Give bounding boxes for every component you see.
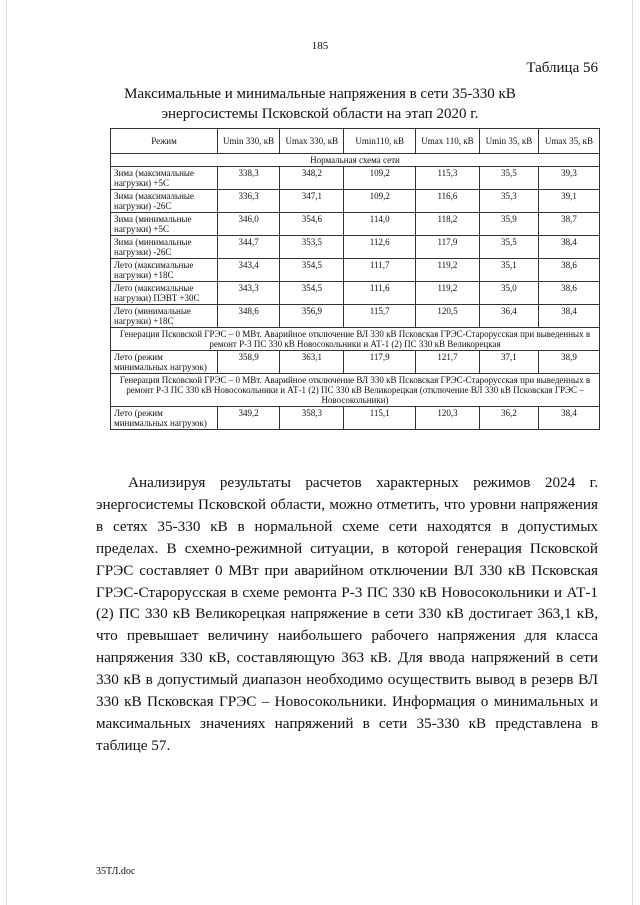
- mode-cell: Зима (минимальные нагрузки) -26С: [111, 236, 218, 259]
- mode-cell: Лето (максимальные нагрузки) +18С: [111, 259, 218, 282]
- table-title: [60, 84, 580, 124]
- value-cell: 336,3: [218, 190, 280, 213]
- value-cell: 114,0: [344, 213, 415, 236]
- footer-filename: 35ТЛ.doc: [96, 866, 136, 877]
- value-cell: 120,3: [415, 407, 479, 430]
- value-cell: 117,9: [415, 236, 479, 259]
- value-cell: 35,0: [479, 282, 538, 305]
- value-cell: 354,5: [280, 259, 344, 282]
- value-cell: 353,5: [280, 236, 344, 259]
- value-cell: 119,2: [415, 282, 479, 305]
- value-cell: 356,9: [280, 305, 344, 328]
- section-emergency-2: [111, 374, 600, 407]
- value-cell: 38,4: [538, 407, 599, 430]
- value-cell: 116,6: [415, 190, 479, 213]
- header-umax-110: Umax 110, кВ: [415, 129, 479, 154]
- table-title-line-2: энергосистемы Псковской области на этап 2020 г.: [161, 106, 479, 122]
- value-cell: 115,7: [344, 305, 415, 328]
- value-cell: 115,3: [415, 167, 479, 190]
- value-cell: 109,2: [344, 190, 415, 213]
- table-title-line-1: Максимальные и минимальные напряжения в сети 35-330 кВ: [124, 86, 516, 102]
- section-emergency-2-cell: Генерация Псковской ГРЭС – 0 МВт. Аварийное отключение ВЛ 330 кВ Псковская ГРЭС-Старорусская при выведенных в ремонт Р-3 ПС 330 кВ Новосокольники и АТ-1 (2) ПС 330 кВ Великорецкая (отключение ВЛ 330 кВ Псковская ГРЭС – Новосокольники): [111, 374, 600, 407]
- table-row: [111, 236, 600, 259]
- table-row: [111, 259, 600, 282]
- mode-cell: Зима (минимальные нагрузки) +5С: [111, 213, 218, 236]
- value-cell: 38,4: [538, 305, 599, 328]
- value-cell: 38,4: [538, 236, 599, 259]
- header-umin-110: Umin110, кВ: [344, 129, 415, 154]
- value-cell: 35,3: [479, 190, 538, 213]
- value-cell: 38,7: [538, 213, 599, 236]
- section-emergency-1: [111, 328, 600, 351]
- value-cell: 348,2: [280, 167, 344, 190]
- value-cell: 354,6: [280, 213, 344, 236]
- section-emergency-1-cell: Генерация Псковской ГРЭС – 0 МВт. Аварийное отключение ВЛ 330 кВ Псковская ГРЭС-Старорусская при выведенных в ремонт Р-3 ПС 330 кВ Новосокольники и АТ-1 (2) ПС 330 кВ Великорецкая: [111, 328, 600, 351]
- value-cell: 112,6: [344, 236, 415, 259]
- header-umin-35: Umin 35, кВ: [479, 129, 538, 154]
- value-cell: 347,1: [280, 190, 344, 213]
- value-cell: 38,9: [538, 351, 599, 374]
- table-row: [111, 407, 600, 430]
- value-cell: 348,6: [218, 305, 280, 328]
- value-cell: 117,9: [344, 351, 415, 374]
- value-cell: 39,3: [538, 167, 599, 190]
- voltage-table: [110, 128, 600, 430]
- value-cell: 35,1: [479, 259, 538, 282]
- value-cell: 354,5: [280, 282, 344, 305]
- value-cell: 343,4: [218, 259, 280, 282]
- value-cell: 358,3: [280, 407, 344, 430]
- table-row: [111, 305, 600, 328]
- header-mode: Режим: [111, 129, 218, 154]
- value-cell: 109,2: [344, 167, 415, 190]
- header-umin-330: Umin 330, кВ: [218, 129, 280, 154]
- value-cell: 35,5: [479, 236, 538, 259]
- value-cell: 38,6: [538, 282, 599, 305]
- mode-cell: Лето (режим минимальных нагрузок): [111, 407, 218, 430]
- value-cell: 121,7: [415, 351, 479, 374]
- value-cell: 363,1: [280, 351, 344, 374]
- value-cell: 35,9: [479, 213, 538, 236]
- mode-cell: Зима (максимальные нагрузки) -26С: [111, 190, 218, 213]
- table-label: Таблица 56: [526, 60, 598, 76]
- table-row: [111, 190, 600, 213]
- value-cell: 120,5: [415, 305, 479, 328]
- body-text: [96, 472, 598, 757]
- table-row: [111, 213, 600, 236]
- page-number: 185: [311, 40, 329, 52]
- scan-margin-line-left: [6, 0, 7, 905]
- mode-cell: Лето (режим минимальных нагрузок): [111, 351, 218, 374]
- table-header-row: [111, 129, 600, 154]
- value-cell: 35,5: [479, 167, 538, 190]
- value-cell: 349,2: [218, 407, 280, 430]
- value-cell: 39,1: [538, 190, 599, 213]
- value-cell: 338,3: [218, 167, 280, 190]
- value-cell: 119,2: [415, 259, 479, 282]
- mode-cell: Лето (минимальные нагрузки) +18С: [111, 305, 218, 328]
- mode-cell: Зима (максимальные нагрузки) +5С: [111, 167, 218, 190]
- header-umax-35: Umax 35, кВ: [538, 129, 599, 154]
- value-cell: 343,3: [218, 282, 280, 305]
- value-cell: 111,6: [344, 282, 415, 305]
- scan-margin-line-right: [632, 0, 633, 905]
- value-cell: 115,1: [344, 407, 415, 430]
- value-cell: 358,9: [218, 351, 280, 374]
- analysis-paragraph: Анализируя результаты расчетов характерных режимов 2024 г. энергосистемы Псковской области, можно отметить, что уровни напряжения в сетях 35-330 кВ в нормальной схеме сети находятся в допустимых пределах. В схемно-режимной ситуации, в которой генерация Псковской ГРЭС составляет 0 МВт при аварийном отключении ВЛ 330 кВ Псковская ГРЭС-Старорусская в схеме ремонта Р-3 ПС 330 кВ Новосокольники и АТ-1 (2) ПС 330 кВ Великорецкая напряжение в сети 330 кВ достигает 363,1 кВ, что превышает величину наибольшего рабочего напряжения для класса напряжения 330 кВ, составляющую 363 кВ. Для ввода напряжений в сети 330 кВ в допустимый диапазон необходимо осуществить вывод в резерв ВЛ 330 кВ Псковская ГРЭС – Новосокольники. Информация о минимальных и максимальных значениях напряжений в сети 35-330 кВ представлена в таблице 57.: [96, 474, 598, 754]
- table-row: [111, 167, 600, 190]
- section-normal-scheme: [111, 154, 600, 167]
- value-cell: 344,7: [218, 236, 280, 259]
- value-cell: 37,1: [479, 351, 538, 374]
- value-cell: 346,0: [218, 213, 280, 236]
- value-cell: 118,2: [415, 213, 479, 236]
- header-umax-330: Umax 330, кВ: [280, 129, 344, 154]
- value-cell: 38,6: [538, 259, 599, 282]
- value-cell: 111,7: [344, 259, 415, 282]
- mode-cell: Лето (максимальные нагрузки) ПЭВТ +30С: [111, 282, 218, 305]
- table-row: [111, 282, 600, 305]
- value-cell: 36,2: [479, 407, 538, 430]
- section-normal-scheme-cell: Нормальная схема сети: [111, 154, 600, 167]
- table-row: [111, 351, 600, 374]
- value-cell: 36,4: [479, 305, 538, 328]
